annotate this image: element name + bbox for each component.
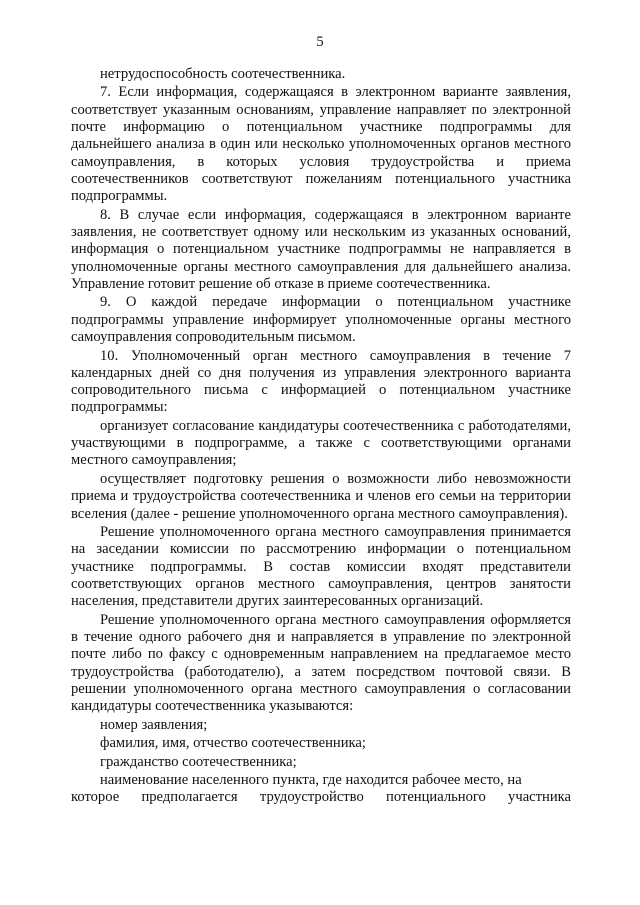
list-item-application-number: номер заявления; [100,716,208,733]
list-item-full-name: фамилия, имя, отчество соотечественника; [100,735,366,752]
list-item-organizes: организует согласование кандидатуры соотечественника с работодателями, участвующими в подпрограмме, а также с соответствующими органами местного самоуправления; [71,417,571,469]
list-item-settlement: наименование населенного пункта, где находится рабочее место, на [100,772,522,789]
list-item-prepares: осуществляет подготовку решения о возможности либо невозможности приема и трудоустройства соотечественника и членов его семьи на территории вселения (далее - решение уполномоченного органа местного самоуправления). [71,470,571,522]
paragraph-continuation: нетрудоспособность соотечественника. [100,66,346,82]
paragraph-decision-formalized: Решение уполномоченного органа местного самоуправления оформляется в течение одного рабочего дня и направляется в управление по электронной почте либо по факсу с одновременным направлением на предлагаемое место трудоустройства (работодателю), а затем посредством почтовой связи. В решении уполномоченного органа местного самоуправления о согласовании кандидатуры соотечественника указываются: [71,611,571,715]
page-number: 5 [316,34,324,50]
list-item-citizenship: гражданство соотечественника; [100,753,297,770]
paragraph-item-9: 9. О каждой передаче информации о потенциальном участнике подпрограммы управление информирует уполномоченные органы местного самоуправления сопроводительным письмом. [71,294,571,346]
paragraph-tail-line: которое предполагается трудоустройство потенциального участника [71,789,571,806]
document-body [71,66,571,807]
paragraph-item-7: 7. Если информация, содержащаяся в электронном варианте заявления, соответствует указанным основаниям, управление направляет по электронной почте информацию о потенциальном участнике подпрограммы для дальнейшего анализа в один или несколько уполномоченных органов местного самоуправления, в которых условия трудоустройства и приема соотечественников соответствуют пожеланиям потенциального участника подпрограммы. [71,84,571,205]
paragraph-decision-commission: Решение уполномоченного органа местного самоуправления принимается на заседании комиссии по рассмотрению информации о потенциальном участнике подпрограммы. В состав комиссии входят представители соответствующих органов местного самоуправления, центров занятости населения, представители других заинтересованных организаций. [71,524,571,610]
paragraph-item-10: 10. Уполномоченный орган местного самоуправления в течение 7 календарных дней со дня получения из управления электронного варианта сопроводительного письма с информацией о потенциальном участнике подпрограммы: [71,347,571,416]
paragraph-item-8: 8. В случае если информация, содержащаяся в электронном варианте заявления, не соответствует одному или нескольким из указанных оснований, информация о потенциальном участнике подпрограммы не направляется в уполномоченные органы местного самоуправления для дальнейшего анализа. Управление готовит решение об отказе в приеме соотечественника. [71,206,571,292]
